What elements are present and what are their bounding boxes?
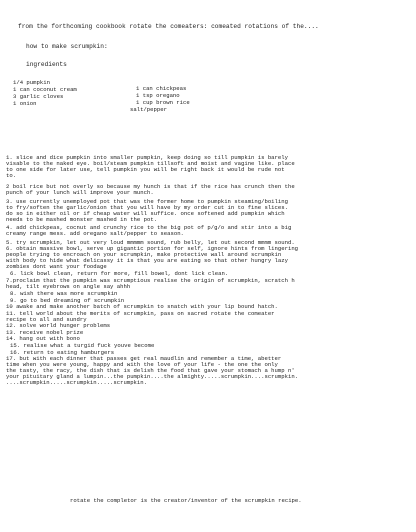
ingredient-item: 3 garlic cloves	[13, 93, 64, 100]
recipe-step-line: to.	[6, 172, 17, 179]
recipe-step-line: 7.proclaim that the pumpkin was scrumptious realise the origin of scrumpkin, scratch h	[6, 277, 295, 284]
recipe-step-line: to one side for later use, tell pumpkin you will be right back it would be rude not	[6, 166, 285, 173]
recipe-step-line: 11. tell world about the merits of scrumpkin, pass on sacred rotate the comeater	[6, 310, 275, 317]
recipe-step-line: 10 awake and make another batch of scrumpkin to snatch with your lip bound hatch.	[6, 303, 278, 310]
recipe-step-line: 6. obtain massive bowl, serve up gigantic portion for self, ignore hints from lingering	[6, 245, 299, 252]
recipe-step-line: 14. hang out with bono	[6, 335, 80, 342]
recipe-step-line: 3. use currently unemployed pot that was the former home to pumpkin steaming/boiling	[6, 198, 288, 205]
recipe-step-line: with body to hide what delicassy it is that you are eating so that other hungry lazy	[6, 257, 288, 264]
recipe-step-line: the tasty, the racy, the dish that is delish the food that gave your stomach a hump n'	[6, 367, 295, 374]
recipe-step-line: 9. go to bed dreaming of scrumpkin	[10, 297, 125, 304]
recipe-step-line: 15. realise what a turgid fuck youve become	[10, 342, 155, 349]
recipe-step-line: head, tilt eyebrows on angle say ahhh	[6, 283, 131, 290]
recipe-step-line: zombies dont want your foodage	[6, 263, 107, 270]
recipe-step-line: to fry/soften the garlic/onion that you will have by my order cut in to fine slices.	[6, 204, 288, 211]
recipe-step-line: recipe to all and sundry	[6, 316, 87, 323]
ingredient-item: 1/4 pumpkin	[13, 79, 50, 86]
ingredient-item: 1 can chickpeas	[136, 85, 187, 92]
recipe-step-line: people trying to encroach on your scrumpkin, make protective wall around scrumpkin	[6, 251, 282, 258]
recipe-step-line: 16. return to eating hamburgers	[10, 349, 115, 356]
recipe-step-line: do so in either oil or if cheap water will suffice. once softened add pumpkin which	[6, 210, 285, 217]
recipe-step-line: needs to be mashed monster mashed in the pot.	[6, 216, 158, 223]
footer-credit: rotate the completor is the creator/inventor of the scrumpkin recipe.	[70, 497, 302, 504]
ingredient-item: 1 tsp oregano	[136, 92, 180, 99]
recipe-step-line: your pituitary gland a lumpin...the pumpkin....the almighty.....scrumpkin....scrumpkin.	[6, 373, 299, 380]
intro-line: from the forthcoming cookbook rotate the comeaters: comeated rotations of the....	[18, 23, 319, 30]
recipe-step-line: time when you were young, happy and with the love of your life - the one the only	[6, 361, 278, 368]
howto-heading: how to make scrumpkin:	[26, 43, 108, 50]
recipe-step-line: 12. solve world hunger problems	[6, 322, 111, 329]
ingredient-item: 1 onion	[13, 100, 37, 107]
ingredient-item: 1 cup brown rice	[136, 99, 190, 106]
recipe-step-line: creamy range mess. add oregano salt/pepper to season.	[6, 230, 184, 237]
recipe-step-line: 17. but with each dinner that passes get real maudlin and remember a time, abetter	[6, 355, 282, 362]
recipe-step-line: 8. wish there was more scrumpkin	[10, 290, 118, 297]
recipe-step-line: 1. slice and dice pumpkin into smaller pumpkin, keep doing so till pumpkin is barely	[6, 154, 288, 161]
recipe-step-line: visable to the naked eye. boil/steam pumpkin tillsoft and moist and vagine like. place	[6, 160, 295, 167]
ingredient-item: 1 can coconut cream	[13, 86, 77, 93]
recipe-step-line: 13. receive nobel prize	[6, 329, 84, 336]
recipe-step-line: ....scrumpkin.....scrumpkin.....scrumpkin.	[6, 379, 147, 386]
recipe-step-line: 4. add chickpeas, cocnut and crunchy rice to the big pot of p/g/o and stir into a big	[6, 224, 292, 231]
recipe-step-line: 6. lick bowl clean, return for more, fill bowel, dont lick clean.	[10, 270, 229, 277]
ingredients-heading: ingredients	[26, 61, 67, 68]
recipe-step-line: punch of your lunch will improve your munch.	[6, 189, 154, 196]
recipe-step-line: 2 boil rice but not overly so because my hunch is that if the rice has crunch then the	[6, 183, 295, 190]
ingredient-item: salt/pepper	[130, 106, 167, 113]
recipe-step-line: 5. try scrumpkin, let out very loud mmmmm sound, rub belly, let out second mmmm sound.	[6, 239, 295, 246]
